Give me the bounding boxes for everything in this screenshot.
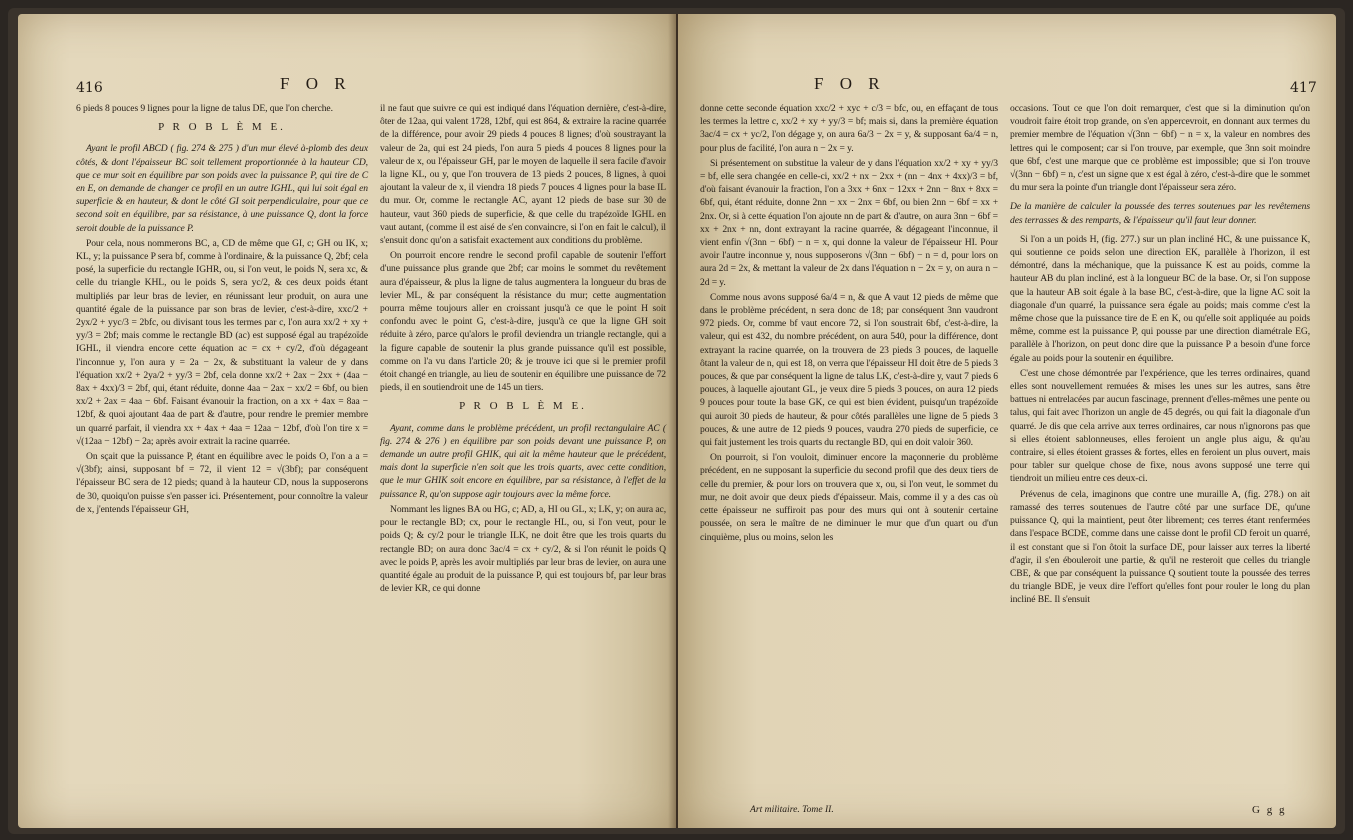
page-number-left: 416 xyxy=(76,80,103,96)
paragraph: Si présentement on substitue la valeur de y dans l'équation xx/2 + xy + yy/3 = bf, elle sera changée en celle-ci, xx/2 + nx − 2xx + (nn − 4nx + 4xx)/3 = bf, d'où faisant évanouir la fraction, l'on a 3xx + 6nx − 12xx + 2nn − 8nx + 8xx = 6bf, qui, étant réduite, donne 2nn − xx − 2nx = 6bf, ou bien 2nn − 6bf = xx + 2nx. Or, si à cette équation l'on ajoute nn de part & d'autre, on aura 3nn − 6bf = xx + 2nx + nn, dont extrayant la racine quarrée, & dégageant l'inconnue, il vient enfin √(3nn − 6bf) − n = x, qui donne la valeur de l'épaisseur HI. Pour avoir l'autre inconnue y, nous supposerons √(3nn − 6bf) − n = d, pour lors on aura 2d = 2x, & mettant la valeur de 2x dans l'équation n − 2x = y, on aura n − 2d = y. xyxy=(700,157,998,288)
right-page xyxy=(678,14,1336,828)
paragraph: donne cette seconde équation xxc/2 + xyc + c/3 = bfc, ou, en effaçant de tous les termes la lettre c, xx/2 + xy + yy/3 = bf; mais si, dans la première équation 3ac/4 = cx + yc/2, l'on dégage y, on aura 6a/3 − 2x = y, & supposant 6a/4 = n, pour plus de facilité, l'on aura n − 2x = y. xyxy=(700,103,998,154)
signature-mark: G g g xyxy=(1252,804,1287,816)
book-spread xyxy=(8,8,1345,834)
paragraph: On sçait que la puissance P, étant en équilibre avec le poids O, l'on a a = √(3bf); ainsi, supposant bf = 72, il vient 12 = √(3bf); par conséquent l'épaisseur BC sera de 12 pieds; quand à la hauteur CD, nous la supposerons de 30, quoiqu'on puisse s'en passer ici. Présentement, pour connoître la valeur de x, j'entends l'épaisseur GH, xyxy=(76,451,368,515)
running-header-right: F O R xyxy=(814,74,886,93)
problem-statement: Ayant, comme dans le problème précédent, un profil rectangulaire AC ( fig. 274 & 276 ) en équilibre par son poids devant une puissance P, on demande un autre profil GHIK, qui ait la même hauteur que le précédent, mais dont la superficie n'en soit que les trois quarts, avec cette condition, que le mur GHIK soit encore en équilibre, par sa résistance, à l'effet de la puissance R, qu'on suppose agir toujours avec la même force. xyxy=(380,422,666,500)
paragraph: Comme nous avons supposé 6a/4 = n, & que A vaut 12 pieds de même que dans le problème précédent, n sera donc de 18; par conséquent 3nn vaudront 972 pieds. Or, comme bf vaut encore 72, si l'on soustrait 6bf, c'est-à-dire, la valeur, qui est 432, du nombre précédent, on aura 540, pour la différence, dont extrayant la racine quarrée, on la trouvera de 23 pieds 3 pouces, de laquelle ôtant la valeur de n, qui est 18, on verra que l'épaisseur HI doit être de 5 pieds 3 pouces, & que par conséquent la ligne de talus LK, c'est-à-dire y, vaut 7 pieds 6 pouces, à laquelle ajoutant GL, je veux dire 5 pieds 3 pouces, on aura 12 pieds 9 pouces pour toute la base GK, ce qui est bien évident, puisqu'un trapézoïde qui auroit 30 pieds de hauteur, & pour côtés parallèles une ligne de 5 pieds 3 pouces, & une autre de 12 pieds 9 pouces, vaudra 270 pieds de superficie, ce qui fait justement les trois quarts du rectangle BD, qui en doit valoir 360. xyxy=(700,291,998,449)
right-column-1 xyxy=(700,102,998,546)
section-title: De la manière de calculer la poussée des terres soutenues par les revêtemens des terrasses & des remparts, & l'épaisseur qu'il faut leur donner. xyxy=(1010,201,1310,226)
paragraph: occasions. Tout ce que l'on doit remarquer, c'est que si la diminution qu'on voudroit faire étoit trop grande, on s'en appercevroit, en donnant aux termes du premier membre de l'équation √(3nn − 6bf) − n = x, la valeur en nombres des lettres qui le composent; car si l'on trouve, par exemple, que 3nn soit moindre que 6bf, c'est une marque que ce problème est impossible; que si l'on trouve √(3nn − 6bf) = n, c'est un signe que x est égal à zéro, c'est-à-dire que le sommet du mur sera la pointe d'un triangle dont l'épaisseur sera zéro. xyxy=(1010,103,1310,194)
paragraph: il ne faut que suivre ce qui est indiqué dans l'équation dernière, c'est-à-dire, ôter de 12aa, qui valent 1728, 12bf, qui est 864, & extraire la racine quarrée de la différence, pour avoir 29 pieds 4 pouces 8 lignes; d'où soustrayant la valeur de 2a, qui est 24 pieds, l'on aura 5 pieds 4 pouces 8 lignes pour la valeur de x, ou l'épaisseur GH, par le moyen de laquelle il sera facile d'avoir la ligne KL, ou y, que l'on trouvera de 13 pieds 2 pouces, 8 lignes, à quoi ajoutant la valeur de x, il viendra 18 pieds 7 pouces 4 lignes pour la base IL du mur. Or, comme le rectangle AC, ayant 12 pieds de base sur 30 de hauteur, vaut 360 pieds de superficie, & que celle du trapézoïde IGHL en vaut autant, (comme il est aisé de s'en convaincre, si l'on en fait le calcul), il s'ensuit donc qu'on a satisfait exactement aux conditions du problème. xyxy=(380,103,666,247)
right-column-2 xyxy=(1010,102,1310,609)
page-number-right: 417 xyxy=(1290,80,1317,96)
paragraph: On pourroit encore rendre le second profil capable de soutenir l'effort d'une puissance plus grande que 2bf; car moins le sommet du revêtement aura d'épaisseur, & plus la ligne de talus augmentera la longueur du bras de levier ML, & par conséquent la résistance du mur; cette augmentation pourra même toujours aller en croissant jusqu'à ce que le point H soit confondu avec le point G, c'est-à-dire, jusqu'à ce que la ligne GH soit réduite à zéro, parce qu'alors le profil deviendra un triangle rectangle, qui a la figure capable de soutenir la plus grande puissance qu'il est possible, comme on l'a vu dans l'article 20; & je trouve ici que si le premier profil étoit changé en triangle, au lieu de soutenir en équilibre une puissance de 72 pieds, il en soutiendroit une de 145 un tiers. xyxy=(380,250,666,394)
problem-title: P R O B L È M E. xyxy=(459,400,587,413)
paragraph: C'est une chose démontrée par l'expérience, que les terres ordinaires, quand elles sont nouvellement remuées & mises les unes sur les autres, sans être battues ni entrelacées par aucun fascinage, prennent d'elles-mêmes une pente ou talus, qui fait avec l'horizon un angle de 45 degrés, ou qui fait la diagonale d'un quarré. Je dis que cela arrive aux terres ordinaires, car nous n'ignorons pas que si elles étoient sablonneuses, elles feroient un angle plus aigu, & qu'au contraire, si elles étoient grasses & fortes, elles en feroient un plus ouvert, mais pour tabler sur quelque chose de fixe, nous avons supposé une terre qui tiendroit un milieu entre ces deux-ci. xyxy=(1010,367,1310,485)
paragraph: Pour cela, nous nommerons BC, a, CD de même que GI, c; GH ou IK, x; KL, y; la puissance P sera bf, comme à l'ordinaire, & la puissance Q, 2bf; cela posé, la superficie du rectangle IGHR, ou, si l'on veut, le poids N, sera xc, & celle du triangle KHL, ou le poids S, sera yc/2, & ces deux poids étant multipliés par leur bras de levier, en réunissant leur produit, on aura une quantité égale de la puissance par son bras de levier, c'est-à-dire, xxc/2 + 2yx/2 + yyc/3 = 2bfc, ou divisant tous les termes par c, l'on aura xx/2 + xy + yy/3 = 2bf; mais comme le rectangle BD (ac) est supposé égal au trapézoïde IGHL, il viendra encore cette équation ac = cx + cy/2, d'où dégageant l'inconnue y, l'on aura y = 2a − 2x, & substituant la valeur de y dans l'équation xx/2 + 2ya/2 + yy/3 = 2bf, cela donne xx/2 + 2ax − 2xx + (4aa − 8ax + 4xx)/3 = 2bf, qui, étant réduite, donne 4aa − 2ax − xx/2 = 6bf, ou bien xx/2 + 2ax = 4aa − 6bf. Faisant évanouir la fraction, on a xx + 4ax = 8aa − 12bf, & quoi ajoutant 4aa de part & d'autre, pour rendre le premier membre un quarré parfait, il viendra xx + 4ax + 4aa = 12aa − 12bf, d'où l'on tire x = √(12aa − 12bf) − 2a; après avoir extrait la racine quarrée. xyxy=(76,237,368,447)
left-column-2 xyxy=(380,102,666,597)
paragraph: 6 pieds 8 pouces 9 lignes pour la ligne de talus DE, que l'on cherche. xyxy=(76,103,333,114)
paragraph: Nommant les lignes BA ou HG, c; AD, a, HI ou GL, x; LK, y; on aura ac, pour le rectangle BD; cx, pour le rectangle HL, ou, si l'on veut, pour le poids Q; & cy/2 pour le triangle ILK, ne doit être que les trois quarts du rectangle BD; on aura donc 3ac/4 = cx + cy/2, & si l'on réunit le poids Q avec le poids P, après les avoir multipliés par leur bras de levier, on aura une quantité égale au produit de la puissance P, qui est toujours bf, par leur bras de levier KR, ce qui donne xyxy=(380,503,666,595)
left-column-1 xyxy=(76,102,368,518)
paragraph: Si l'on a un poids H, (fig. 277.) sur un plan incliné HC, & une puissance K, qui soutienne ce poids selon une direction EK, parallèle à l'horizon, il est démontré, dans la méchanique, que la puissance K est au poids, comme la hauteur AB du plan incliné, est à la longueur BC de la base. Or, si l'on suppose que la hauteur AB soit égale à la base BC, c'est-à-dire, que la ligne AC soit la diagonale d'un quarré, la puissance sera égale au poids; mais comme c'est la même chose que la puissance tire de E en K, ou qu'elle soit appliquée au poids même, comme est la puissance P, qui pousse par une direction diamétrale EG, parallèle à l'horizon, on peut donc dire que la puissance P a besoin d'une force égale au poids pour la soutenir en équilibre. xyxy=(1010,233,1310,364)
left-page xyxy=(18,14,676,828)
problem-statement: Ayant le profil ABCD ( fig. 274 & 275 ) d'un mur élevé à-plomb des deux côtés, & dont l'épaisseur BC soit tellement proportionnée à la hauteur CD, que ce mur soit en équilibre par son poids avec la puissance P, qui tire de C en E, on demande de changer ce profil en un autre IGHL, qui lui soit égal en superficie & en hauteur, & dont le côté GI soit perpendiculaire, pour que ce second soit en équilibre, par sa résistance, à une puissance Q, dont la force seroit double de la puissance P. xyxy=(76,143,368,234)
problem-title: P R O B L È M E. xyxy=(158,121,286,134)
footer-volume: Art militaire. Tome II. xyxy=(750,804,834,815)
paragraph: On pourroit, si l'on vouloit, diminuer encore la maçonnerie du problème précédent, en ne supposant la superficie du second profil que des deux tiers de celle du premier, & pour lors on trouvera que x, ou, si l'on veut, le sommet du mur, ne doit avoir que deux pieds d'épaisseur. Mais, comme il y a des cas où cette épaisseur ne suffiroit pas pour des murs qui ont à soutenir certaine poussée, on sera le maître de ne diminuer le mur que d'un quart ou d'un cinquième, plus ou moins, selon les xyxy=(700,452,998,543)
running-header-left: F O R xyxy=(280,74,352,93)
paragraph: Prévenus de cela, imaginons que contre une muraille A, (fig. 278.) on ait ramassé des terres soutenues de l'autre côté par une surface DE, qu'une puissance Q, qui la maintient, peut ôter librement; ces terres étant renfermées dans l'espace BCDE, comme dans une caisse dont le profil CD feroit un quarré, il est constant que si l'on ôtoit la surface DE, pour laisser aux terres la liberté d'agir, il s'en ébouleroit une partie, & qu'il ne resteroit que celles du triangle CBE, & que par conséquent la puissance Q soutient toute la poussée des terres du triangle BDE, je veux dire l'effort qu'elles font pour rouler le long du plan incliné BE. Il s'ensuit xyxy=(1010,488,1310,606)
